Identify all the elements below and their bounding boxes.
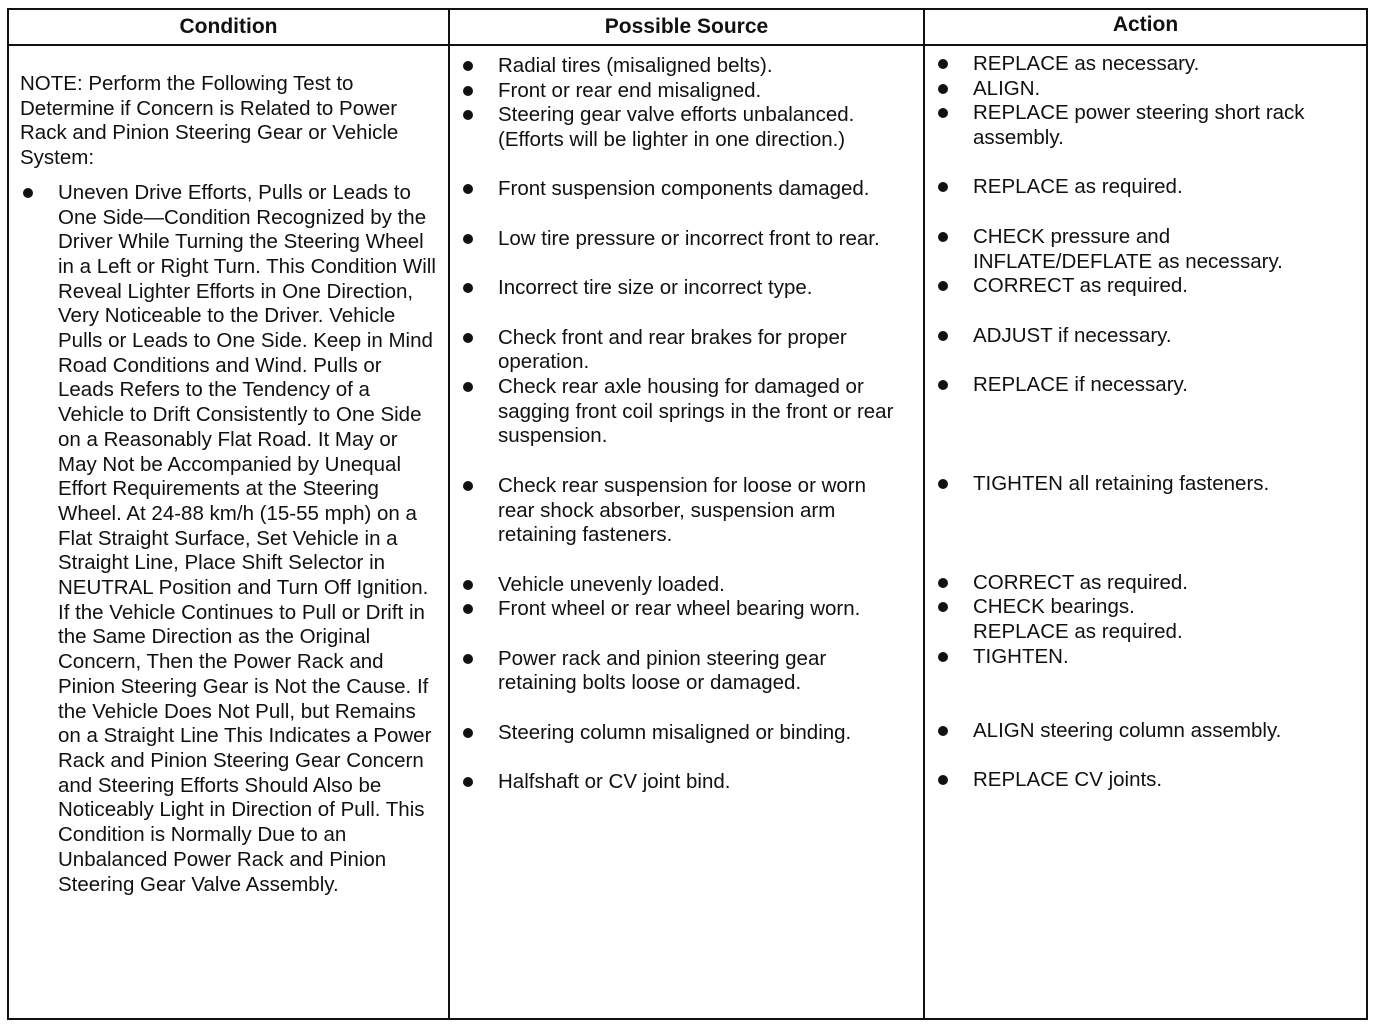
source-item bbox=[460, 770, 900, 795]
action-item bbox=[935, 225, 1360, 274]
action-item-text: REPLACE as required. bbox=[973, 175, 1183, 199]
action-item-text: CORRECT as required. bbox=[973, 570, 1188, 594]
action-item bbox=[935, 324, 1360, 373]
bullet-icon bbox=[463, 604, 473, 614]
bullet-icon bbox=[938, 232, 948, 242]
possible-source-header: Possible Source bbox=[604, 15, 769, 38]
bullet-icon bbox=[463, 333, 473, 343]
diagnosis-table bbox=[7, 8, 1368, 1020]
bullet-icon bbox=[463, 184, 473, 194]
action-list bbox=[935, 52, 1360, 793]
source-item bbox=[460, 103, 900, 177]
bullet-icon bbox=[938, 578, 948, 588]
source-item-text: Front or rear end misaligned. bbox=[498, 78, 762, 102]
action-item bbox=[935, 373, 1360, 472]
bullet-icon bbox=[938, 380, 948, 390]
bullet-icon bbox=[463, 86, 473, 96]
action-item bbox=[935, 77, 1360, 102]
bullet-icon bbox=[938, 479, 948, 489]
header-divider bbox=[9, 44, 1366, 46]
action-item bbox=[935, 472, 1360, 571]
bullet-icon bbox=[463, 580, 473, 590]
bullet-icon bbox=[938, 331, 948, 341]
column-divider-2 bbox=[923, 10, 925, 1018]
action-item bbox=[935, 101, 1360, 175]
source-item bbox=[460, 375, 900, 474]
bullet-icon bbox=[938, 602, 948, 612]
bullet-icon bbox=[463, 283, 473, 293]
bullet-icon bbox=[938, 652, 948, 662]
action-item-text: REPLACE if necessary. bbox=[973, 373, 1188, 397]
bullet-icon bbox=[938, 281, 948, 291]
source-item-text: Incorrect tire size or incorrect type. bbox=[498, 276, 813, 300]
action-item-text-2: INFLATE/DEFLATE as necessary. bbox=[973, 249, 1283, 273]
source-item-text: Halfshaft or CV joint bind. bbox=[498, 770, 731, 794]
source-item-text: Check rear axle housing for damaged or sagging front coil springs in the front or rear suspension. bbox=[498, 375, 894, 448]
condition-item bbox=[20, 181, 440, 897]
action-item-text: REPLACE as necessary. bbox=[973, 52, 1200, 75]
source-item-text: Power rack and pinion steering gear retaining bolts loose or damaged. bbox=[498, 646, 827, 695]
bullet-icon bbox=[463, 61, 473, 71]
source-item bbox=[460, 597, 900, 646]
bullet-icon bbox=[463, 654, 473, 664]
source-item bbox=[460, 326, 900, 375]
source-item-text: Radial tires (misaligned belts). bbox=[498, 54, 773, 77]
source-item-text: Check rear suspension for loose or worn rear shock absorber, suspension arm retaining fasteners. bbox=[498, 473, 867, 547]
bullet-icon bbox=[938, 108, 948, 118]
action-item-text: REPLACE power steering short rack assembly. bbox=[973, 101, 1305, 150]
action-item bbox=[935, 719, 1360, 768]
column-divider-1 bbox=[448, 10, 450, 1018]
condition-header: Condition bbox=[179, 15, 278, 38]
source-item-text: Vehicle unevenly loaded. bbox=[498, 572, 725, 596]
action-item bbox=[935, 571, 1360, 596]
source-item-text: Low tire pressure or incorrect front to rear. bbox=[498, 226, 880, 250]
bullet-icon bbox=[938, 84, 948, 94]
bullet-icon bbox=[463, 382, 473, 392]
bullet-icon bbox=[463, 777, 473, 787]
bullet-icon bbox=[463, 728, 473, 738]
action-item-text: ALIGN. bbox=[973, 76, 1041, 100]
source-item-text: Steering gear valve efforts unbalanced. (Efforts will be lighter in one direction.) bbox=[498, 103, 855, 152]
action-item bbox=[935, 52, 1360, 77]
condition-note: NOTE: Perform the Following Test to Determine if Concern is Related to Power Rack and Pinion Steering Gear or Vehicle System: bbox=[20, 72, 399, 170]
action-item bbox=[935, 274, 1360, 323]
action-item-text: REPLACE CV joints. bbox=[973, 768, 1163, 792]
source-item bbox=[460, 474, 900, 573]
source-item bbox=[460, 647, 900, 721]
source-item-text: Check front and rear brakes for proper operation. bbox=[498, 325, 847, 374]
action-item-text: ADJUST if necessary. bbox=[973, 323, 1172, 347]
source-item bbox=[460, 79, 900, 104]
bullet-icon bbox=[938, 775, 948, 785]
action-item bbox=[935, 175, 1360, 224]
source-item bbox=[460, 276, 900, 325]
action-item bbox=[935, 768, 1360, 793]
source-cell bbox=[460, 54, 900, 795]
action-item bbox=[935, 645, 1360, 719]
source-item bbox=[460, 573, 900, 598]
source-item bbox=[460, 177, 900, 226]
bullet-icon bbox=[938, 726, 948, 736]
action-item-text: ALIGN steering column assembly. bbox=[973, 718, 1282, 742]
source-item-text: Front wheel or rear wheel bearing worn. bbox=[498, 597, 861, 621]
action-item-text: CHECK pressure and bbox=[973, 224, 1171, 248]
bullet-icon bbox=[938, 59, 948, 69]
condition-cell bbox=[20, 72, 440, 897]
bullet-icon bbox=[938, 182, 948, 192]
action-item-text: TIGHTEN all retaining fasteners. bbox=[973, 471, 1270, 495]
action-cell bbox=[935, 52, 1360, 793]
action-item-text: CORRECT as required. bbox=[973, 274, 1188, 298]
action-header: Action bbox=[1112, 13, 1179, 36]
action-item-text: CHECK bearings. bbox=[973, 595, 1135, 619]
source-item bbox=[460, 227, 900, 276]
source-item bbox=[460, 721, 900, 770]
bullet-icon bbox=[463, 234, 473, 244]
source-item-text: Front suspension components damaged. bbox=[498, 177, 870, 201]
bullet-icon bbox=[463, 481, 473, 491]
source-list bbox=[460, 54, 900, 795]
bullet-icon bbox=[23, 188, 33, 198]
bullet-icon bbox=[463, 110, 473, 120]
action-item-text: TIGHTEN. bbox=[973, 644, 1069, 668]
action-item bbox=[935, 595, 1360, 644]
action-item-text-2: REPLACE as required. bbox=[973, 620, 1183, 644]
source-item bbox=[460, 54, 900, 79]
source-item-text: Steering column misaligned or binding. bbox=[498, 720, 852, 744]
condition-item-text: Uneven Drive Efforts, Pulls or Leads to One Side—Condition Recognized by the Driver While Turning the Steering Wheel in a Left or Right Turn. This Condition Will Reveal Lighter Efforts in One Direction, Very Noticeable to the Driver. Vehicle Pulls or Leads to One Side. Keep in Mind Road Conditions and Wind. Pulls or Leads Refers to the Tendency of a Vehicle to Drift Consistently to One Side on a Reasonably Flat Road. It May or May Not be Accompanied by Unequal Effort Requirements at the Steering Wheel. At 24-88 km/h (15-55 mph) on a Flat Straight Surface, Set Vehicle in a Straight Line, Place Shift Selector in NEUTRAL Position and Turn Off Ignition. If the Vehicle Continues to Pull or Drift in the Same Direction as the Original Concern, Then the Power Rack and Pinion Steering Gear is Not the Cause. If the Vehicle Does Not Pull, but Remains on a Straight Line This Indicates a Power Rack and Pinion Steering Gear Concern and Steering Efforts Should Also be Noticeably Light in Direction of Pull. This Condition is Normally Due to an Unbalanced Power Rack and Pinion Steering Gear Valve Assembly. bbox=[58, 180, 436, 896]
